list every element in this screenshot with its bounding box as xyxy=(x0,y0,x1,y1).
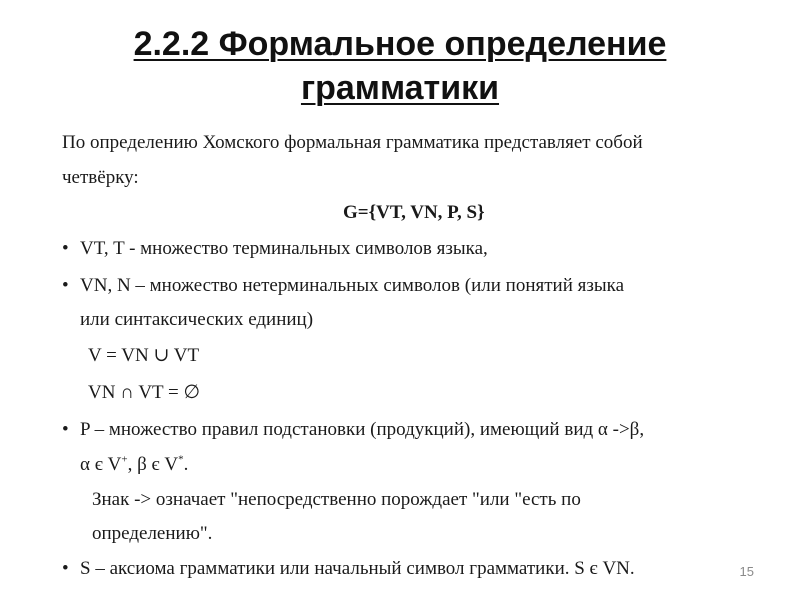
grammar-formula: G={VT, VN, P, S} xyxy=(343,202,485,223)
bullet-icon: • xyxy=(62,275,69,296)
bullet-icon: • xyxy=(62,419,69,440)
rules-beta: , β є V xyxy=(127,454,179,475)
bullet-axiom: S – аксиома грамматики или начальный символ грамматики. S є VN. xyxy=(80,558,635,579)
bullet-rules-line-1: P – множество правил подстановки (продукций), имеющий вид α ->β, xyxy=(80,419,645,440)
bullet-icon: • xyxy=(62,238,69,259)
bullet-icon: • xyxy=(62,558,69,579)
slide-title-line-2: грамматики xyxy=(300,69,500,107)
note-line-2: определению". xyxy=(92,523,213,544)
bullet-rules-line-2 xyxy=(80,453,188,477)
page-number: 15 xyxy=(739,564,754,579)
bullet-terminal-symbols: VT, T - множество терминальных символов языка, xyxy=(80,238,488,259)
rules-period: . xyxy=(183,454,189,475)
rules-alpha: α є V xyxy=(80,454,122,475)
bullet-nonterminal-line-1: VN, N – множество нетерминальных символов (или понятий языка xyxy=(80,275,624,296)
bullet-nonterminal-line-2: или синтаксических единиц) xyxy=(80,309,314,330)
plus-superscript: + xyxy=(121,453,128,466)
star-superscript: * xyxy=(178,453,184,466)
slide-title-line-1: 2.2.2 Формальное определение xyxy=(133,25,667,63)
equation-intersection: VN ∩ VT = ∅ xyxy=(88,382,201,403)
intro-line-1: По определению Хомского формальная грамматика представляет собой xyxy=(62,132,643,153)
equation-union: V = VN ∪ VT xyxy=(88,345,200,366)
intro-line-2: четвёрку: xyxy=(62,167,139,188)
note-line-1: Знак -> означает "непосредственно порождает "или "есть по xyxy=(92,489,581,510)
